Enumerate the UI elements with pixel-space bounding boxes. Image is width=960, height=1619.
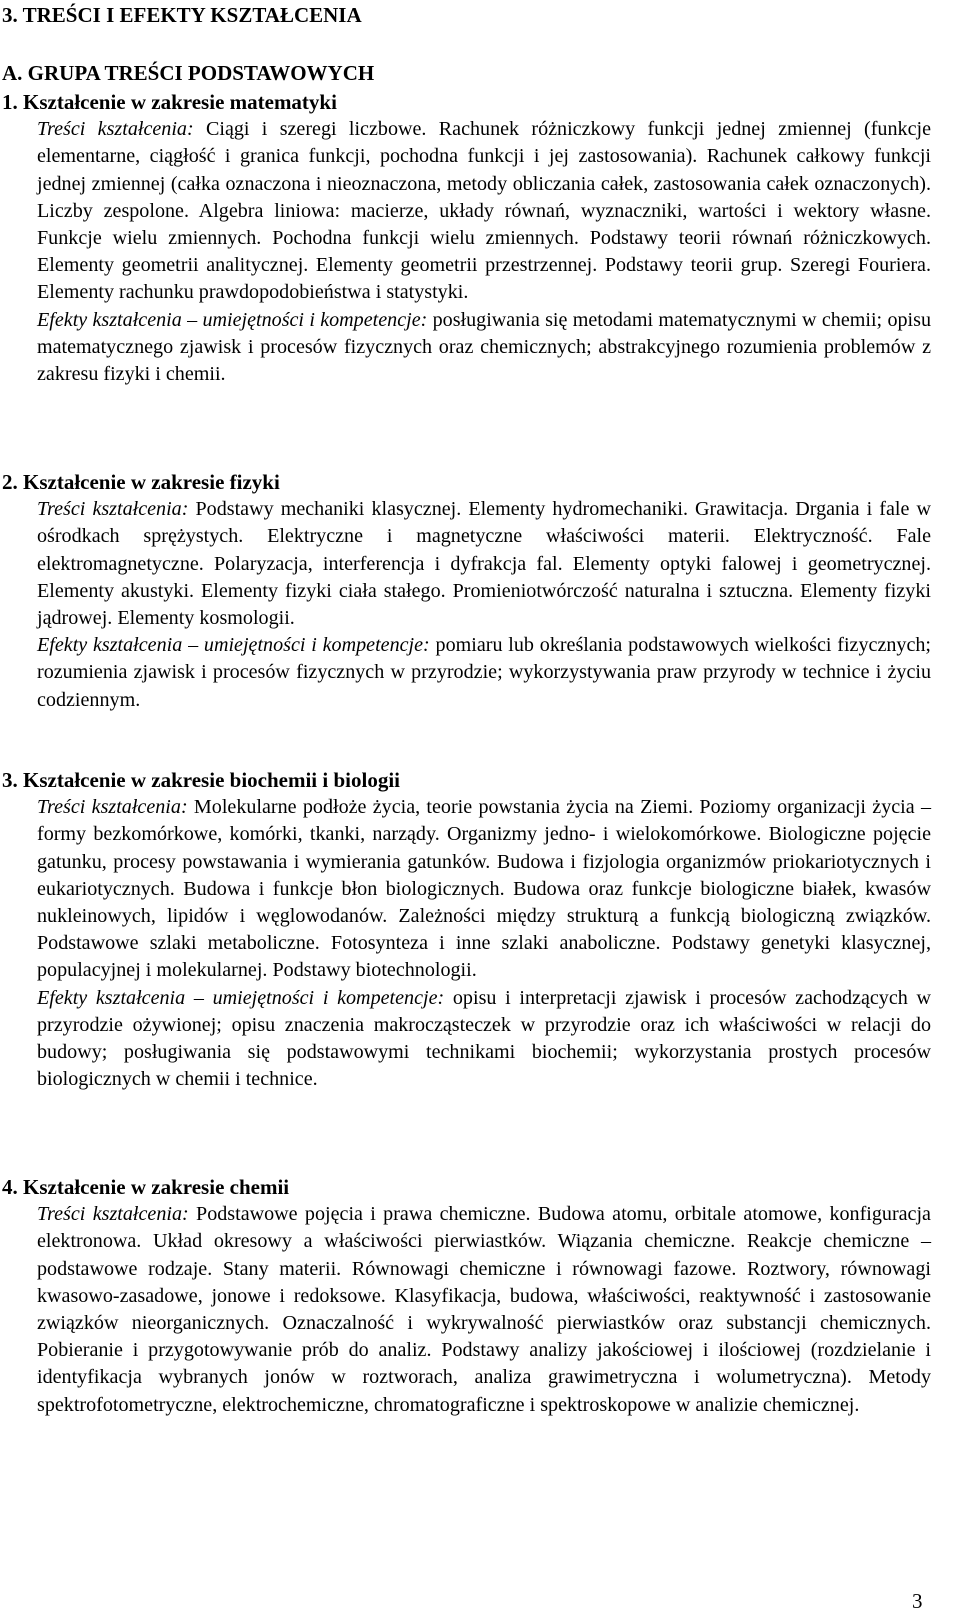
document-title: 3. TREŚCI I EFEKTY KSZTAŁCENIA <box>2 3 362 27</box>
section-fizyka <box>2 469 931 714</box>
efekty-label: Efekty kształcenia – umiejętności i kompetencje: <box>37 986 445 1009</box>
tresci-text: Podstawy mechaniki klasycznej. Elementy hydromechaniki. Grawitacja. Drgania i fale w ośrodkach sprężystych. Elektryczne i magnetyczne właściwości materii. Elektryczność. Fale elektromagnetyczne. Polaryzacja, interferencja i dyfrakcja fal. Elementy optyki falowej i geometrycznej. Elementy akustyki. Elementy fizyki ciała stałego. Promieniotwórczość naturalna i sztuczna. Elementy fizyki jądrowej. Elementy kosmologii. <box>37 498 931 630</box>
page-number: 3 <box>912 1589 923 1613</box>
section-effects <box>37 985 931 1094</box>
section-content <box>37 1201 931 1419</box>
section-effects <box>37 307 931 389</box>
group-heading: A. GRUPA TREŚCI PODSTAWOWYCH <box>2 61 375 85</box>
section-heading: 1. Kształcenie w zakresie matematyki <box>2 90 337 114</box>
tresci-label: Treści kształcenia: <box>37 1203 189 1226</box>
section-heading: 2. Kształcenie w zakresie fizyki <box>2 470 280 494</box>
tresci-label: Treści kształcenia: <box>37 796 188 819</box>
section-content <box>37 116 931 306</box>
tresci-text: Molekularne podłoże życia, teorie powstania życia na Ziemi. Poziomy organizacji życia – formy bezkomórkowe, komórki, tkanki, narządy. Organizmy jedno- i wielokomórkowe. Biologiczne pojęcie gatunku, procesy powstawania i wymierania gatunków. Budowa i fizjologia organizmów priokariotycznych i eukariotycznych. Budowa i funkcje błon biologicznych. Budowa oraz funkcje biologiczne białek, kwasów nukleinowych, lipidów i węglowodanów. Zależności między strukturą a funkcją biologiczną związków. Podstawowe szlaki metaboliczne. Fotosynteza i inne szlaki anaboliczne. Podstawy genetyki klasycznej, populacyjnej i molekularnej. Podstawy biotechnologii. <box>37 796 931 982</box>
section-biochemia <box>2 767 931 1093</box>
tresci-label: Treści kształcenia: <box>37 118 194 141</box>
efekty-label: Efekty kształcenia – umiejętności i kompetencje: <box>37 308 428 331</box>
efekty-label: Efekty kształcenia – umiejętności i kompetencje: <box>37 634 430 657</box>
tresci-text: Podstawowe pojęcia i prawa chemiczne. Budowa atomu, orbitale atomowe, konfiguracja elektronowa. Układ okresowy a właściwości pierwiastków. Wiązania chemiczne. Reakcje chemiczne – podstawowe rodzaje. Stany materii. Równowagi chemiczne i równowagi fazowe. Roztwory, równowagi kwasowo-zasadowe, jonowe i redoksowe. Klasyfikacja, budowa, właściwości, reaktywność i zastosowanie związków nieorganicznych. Oznaczalność i wykrywalność pierwiastków oraz substancji chemicznych. Pobieranie i przygotowywanie prób do analiz. Podstawy analizy jakościowej i ilościowej (rozdzielanie i identyfikacja wybranych jonów w roztworach, analiza grawimetryczna i wolumetryczna). Metody spektrofotometryczne, elektrochemiczne, chromatograficzne i spektroskopowe w analizie chemicznej. <box>37 1203 931 1416</box>
section-matematyka <box>2 89 931 388</box>
tresci-text: Ciągi i szeregi liczbowe. Rachunek różniczkowy funkcji jednej zmiennej (funkcje elementarne, ciągłość i granica funkcji, pochodna funkcji i jej zastosowania). Rachunek całkowy funkcji jednej zmiennej (całka oznaczona i nieoznaczona, metody obliczania całek, zastosowania całek oznaczonych). Liczby zespolone. Algebra liniowa: macierze, układy równań, wyznaczniki, wartości i wektory własne. Funkcje wielu zmiennych. Pochodna funkcji wielu zmiennych. Podstawy teorii równań różniczkowych. Elementy geometrii analitycznej. Elementy geometrii przestrzennej. Podstawy teorii grup. Szeregi Fouriera. Elementy rachunku prawdopodobieństwa i statystyki. <box>37 118 931 304</box>
section-chemia <box>2 1174 931 1419</box>
section-content <box>37 794 931 984</box>
section-content <box>37 496 931 632</box>
efekty-text: opisu i interpretacji zjawisk i procesów zachodzących w przyrodzie ożywionej; opisu znaczenia makrocząsteczek w przyrodzie oraz ich właściwości w relacji do budowy; posługiwania się podstawowymi technikami biochemii; wykorzystania prostych procesów biologicznych w chemii i technice. <box>37 986 932 1091</box>
efekty-text: posługiwania się metodami matematycznymi w chemii; opisu matematycznego zjawisk i procesów fizycznych oraz chemicznych; abstrakcyjnego rozumienia problemów z zakresu fizyki i chemii. <box>37 308 931 386</box>
tresci-label: Treści kształcenia: <box>37 498 189 521</box>
section-heading: 3. Kształcenie w zakresie biochemii i biologii <box>2 768 400 792</box>
efekty-text: pomiaru lub określania podstawowych wielkości fizycznych; rozumienia zjawisk i procesów fizycznych w przyrodzie; wykorzystywania praw przyrody w technice i życiu codziennym. <box>37 634 932 711</box>
section-effects <box>37 632 931 714</box>
section-heading: 4. Kształcenie w zakresie chemii <box>2 1175 290 1199</box>
